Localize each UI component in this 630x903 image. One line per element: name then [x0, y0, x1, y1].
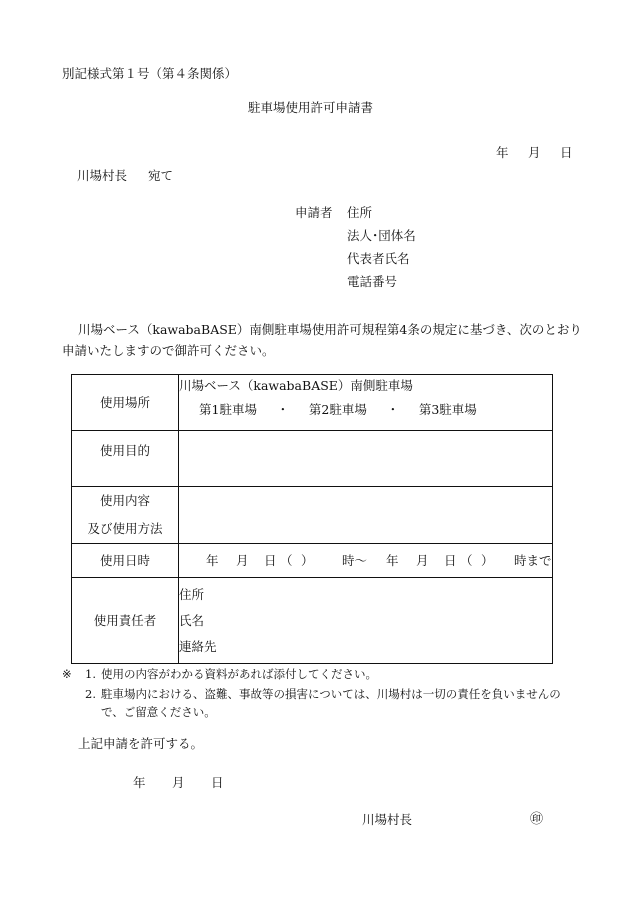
row-responsible [72, 578, 553, 664]
place-value [179, 375, 553, 431]
note-item-2 [62, 685, 561, 703]
content-label [72, 487, 179, 544]
approval-signer: 川場村長 [362, 812, 413, 827]
row-datetime [72, 544, 553, 578]
dt-from-paren-close: ） [301, 553, 314, 568]
content-label-line1: 使用内容 [99, 493, 150, 508]
note-number: 2. [85, 687, 96, 701]
place-label: 使用場所 [72, 375, 179, 431]
content-label-line2: 及び使用方法 [87, 521, 163, 536]
row-place [72, 375, 553, 431]
approval-month: 月 [172, 775, 185, 790]
parking-lot-options [179, 402, 552, 417]
addressee-suffix: 宛て [148, 168, 174, 183]
approval-day: 日 [211, 775, 224, 790]
parking-lot-1[interactable]: 第1駐車場 [199, 402, 257, 417]
application-table [71, 374, 553, 664]
date-day: 日 [560, 145, 573, 160]
approval-text: 上記申請を許可する。 [78, 736, 204, 751]
form-id: 別記様式第１号（第４条関係） [62, 66, 238, 81]
datetime-value[interactable] [179, 544, 553, 578]
document-title: 駐車場使用許可申請書 [248, 100, 374, 115]
dt-to-paren-open: （ [460, 553, 473, 568]
parking-lot-2[interactable]: 第2駐車場 [308, 402, 367, 417]
dt-from-day: 日 [264, 553, 277, 568]
place-name: 川場ベース（kawabaBASE）南側駐車場 [179, 378, 413, 393]
responsible-value [179, 578, 553, 664]
note-text: 駐車場内における、盗難、事故等の損害については、川場村は一切の責任を負いませんの [101, 687, 561, 701]
applicant-representative-field: 代表者氏名 [347, 251, 410, 266]
responsible-address-field[interactable]: 住所 [179, 586, 205, 602]
dt-to-year: 年 [386, 553, 399, 568]
responsible-contact-field[interactable]: 連絡先 [179, 638, 217, 654]
note-number: 1. [85, 667, 96, 681]
lot-separator: ・ [386, 402, 400, 417]
dt-from-year: 年 [206, 553, 219, 568]
dt-to-paren-close: ） [481, 553, 494, 568]
datetime-label: 使用日時 [72, 544, 179, 578]
responsible-label: 使用責任者 [72, 578, 179, 664]
note-mark: ※ [62, 667, 72, 681]
row-purpose [72, 431, 553, 487]
applicant-address-field: 住所 [347, 205, 373, 220]
applicant-label: 申請者 [295, 205, 333, 220]
dt-to-day: 日 [444, 553, 457, 568]
dt-from-month: 月 [236, 553, 249, 568]
purpose-value-field[interactable] [179, 431, 553, 487]
dt-to-hour: 時まで [514, 553, 552, 568]
intro-paragraph: 川場ベース（kawabaBASE）南側駐車場使用許可規程第4条の規定に基づき、次のとおり申請いたしますので御許可ください。 [62, 322, 582, 358]
date-month: 月 [528, 145, 541, 160]
notes [62, 665, 561, 721]
lot-separator: ・ [276, 402, 290, 417]
dt-from-paren-open: （ [280, 553, 293, 568]
responsible-name-field[interactable]: 氏名 [179, 612, 205, 628]
dt-to-month: 月 [416, 553, 429, 568]
parking-lot-3[interactable]: 第3駐車場 [418, 402, 477, 417]
note-text-continuation: で、ご留意ください。 [101, 705, 216, 719]
purpose-label: 使用目的 [72, 431, 179, 487]
applicant-phone-field: 電話番号 [347, 274, 398, 289]
content-value-field[interactable] [179, 487, 553, 544]
approval-year: 年 [133, 775, 146, 790]
date-year: 年 [496, 145, 509, 160]
note-mark-spacer [62, 685, 85, 703]
note-item-1 [62, 665, 561, 683]
applicant-organization-field: 法人･団体名 [347, 228, 416, 243]
note-text: 使用の内容がわかる資料があれば添付してください。 [101, 667, 377, 681]
addressee-name: 川場村長 [77, 168, 128, 183]
seal-mark-icon: ㊞ [530, 812, 544, 827]
row-content [72, 487, 553, 544]
dt-from-hour: 時～ [342, 553, 368, 568]
